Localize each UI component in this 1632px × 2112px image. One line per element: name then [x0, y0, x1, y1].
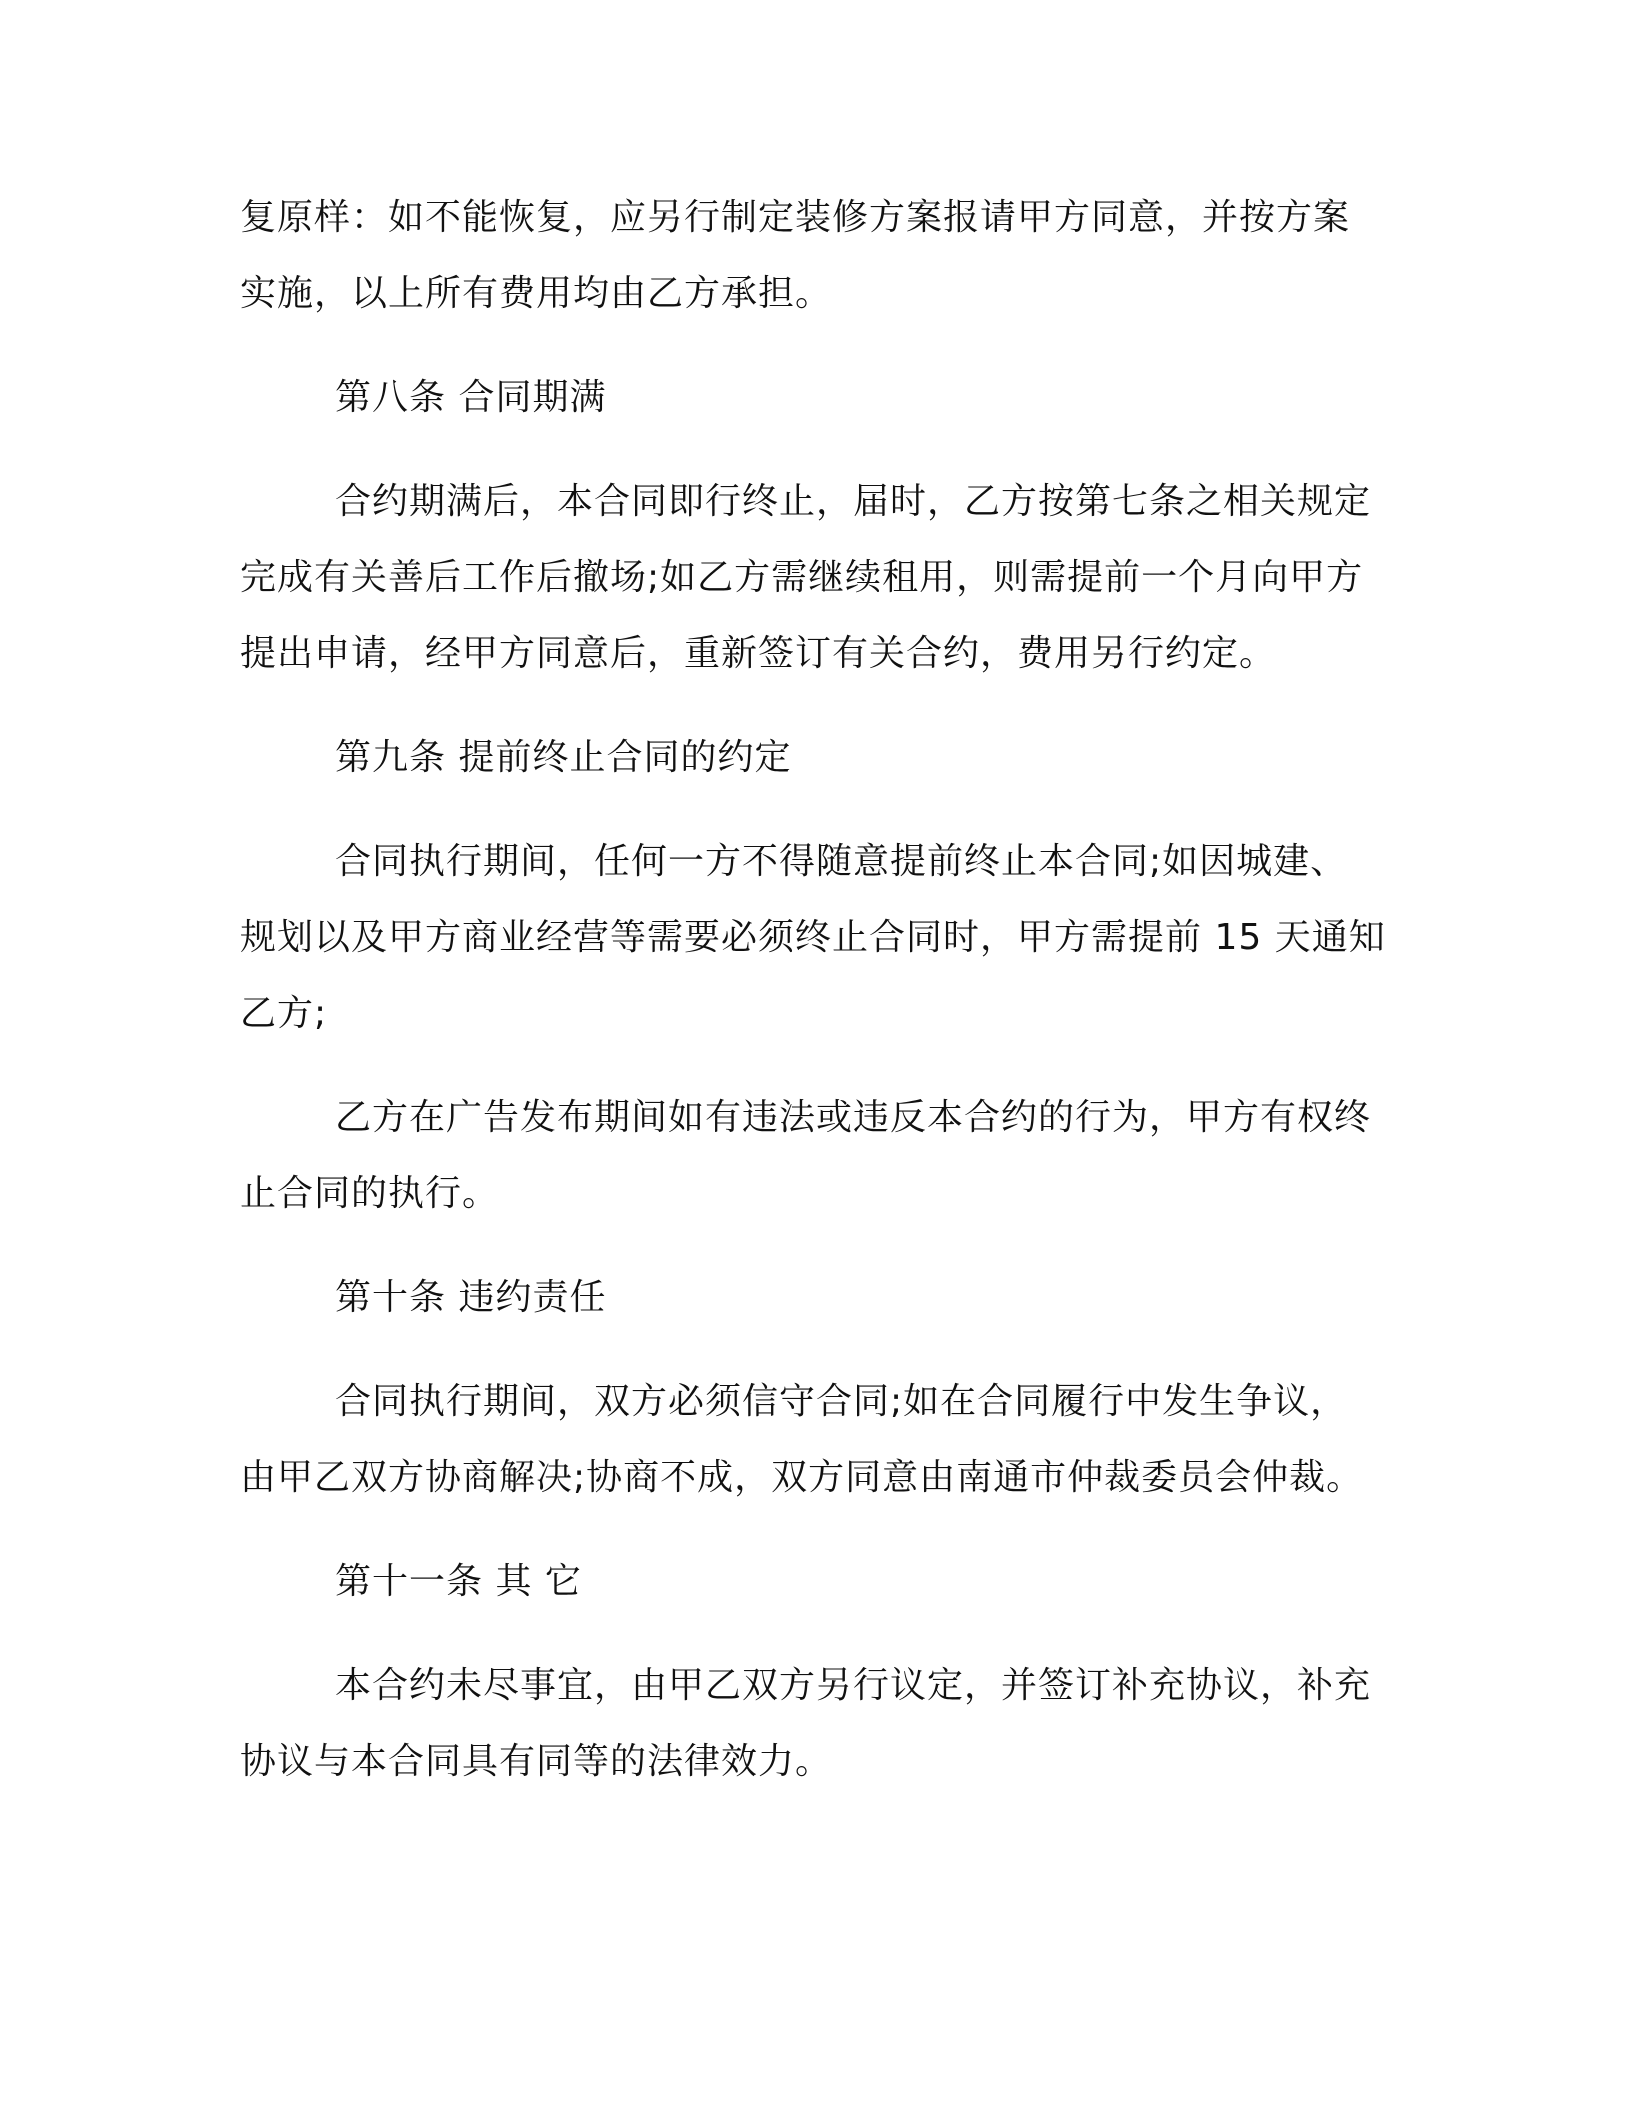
paragraph-line: 乙方;	[240, 993, 328, 1034]
paragraph-line: 规划以及甲方商业经营等需要必须终止合同时，甲方需提前 15 天通知	[240, 917, 1386, 958]
paragraph-line: 协议与本合同具有同等的法律效力。	[240, 1741, 833, 1782]
paragraph-line: 合同执行期间，任何一方不得随意提前终止本合同;如因城建、	[335, 841, 1348, 882]
paragraph-line: 合同执行期间，双方必须信守合同;如在合同履行中发生争议，	[335, 1381, 1348, 1422]
section-heading-10: 第十条 违约责任	[335, 1277, 607, 1318]
paragraph-line: 完成有关善后工作后撤场;如乙方需继续租用，则需提前一个月向甲方	[240, 557, 1364, 598]
section-heading-9: 第九条 提前终止合同的约定	[335, 737, 792, 778]
paragraph-line: 止合同的执行。	[240, 1173, 500, 1214]
paragraph-line: 合约期满后，本合同即行终止，届时，乙方按第七条之相关规定	[335, 481, 1372, 522]
paragraph-line: 乙方在广告发布期间如有违法或违反本合约的行为，甲方有权终	[335, 1097, 1372, 1138]
section-heading-8: 第八条 合同期满	[335, 377, 607, 418]
paragraph-line: 由甲乙双方协商解决;协商不成，双方同意由南通市仲裁委员会仲裁。	[240, 1457, 1364, 1498]
paragraph-line: 复原样：如不能恢复，应另行制定装修方案报请甲方同意，并按方案	[240, 197, 1351, 238]
paragraph-line: 提出申请，经甲方同意后，重新签订有关合约，费用另行约定。	[240, 633, 1277, 674]
paragraph-line: 本合约未尽事宜，由甲乙双方另行议定，并签订补充协议，补充	[335, 1665, 1372, 1706]
paragraph-line: 实施，以上所有费用均由乙方承担。	[240, 273, 833, 314]
section-heading-11: 第十一条 其 它	[335, 1561, 582, 1602]
